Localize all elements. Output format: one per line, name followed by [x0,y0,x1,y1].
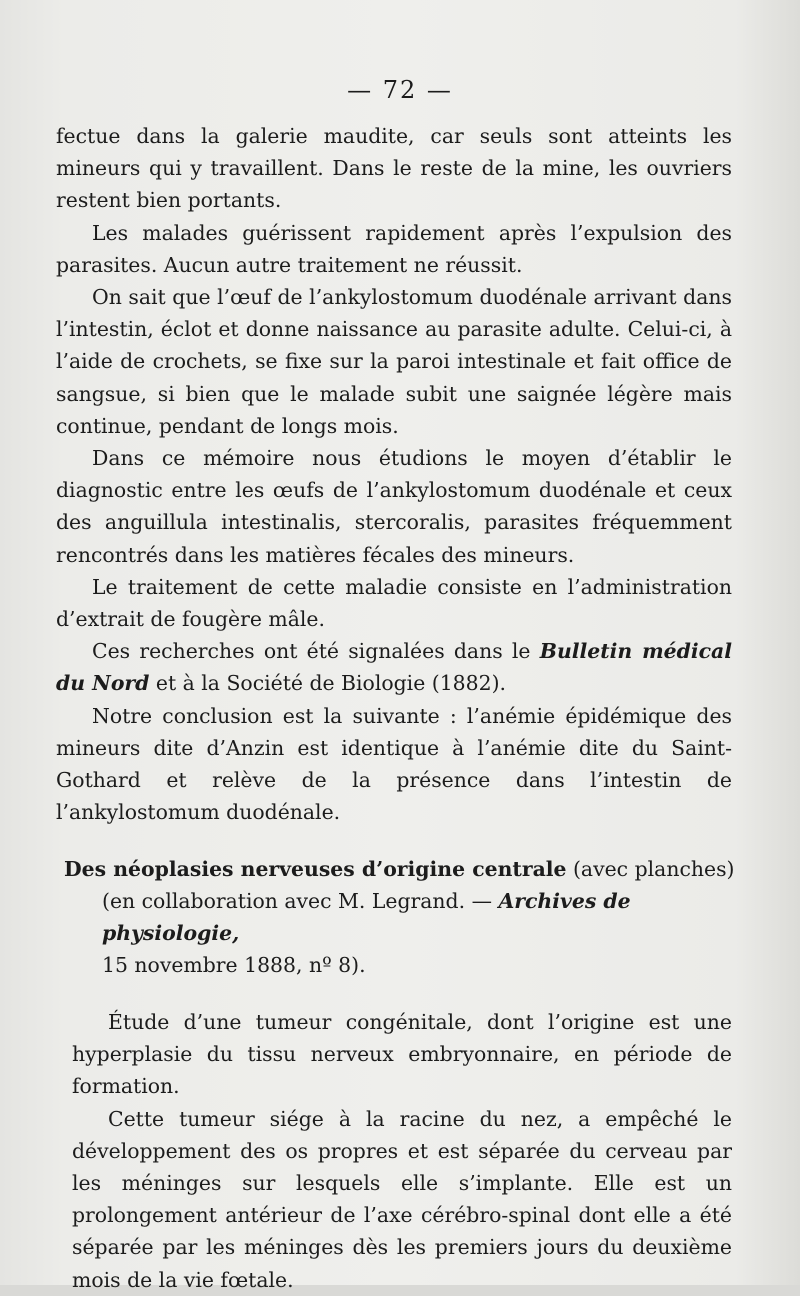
paragraph: Dans ce mémoire nous étudions le moyen d’établir le diagnostic entre les œufs de l’ankylostomum duodénale et ceux des anguillula intestinalis, stercoralis, parasites fréquemment rencontrés dans les matières fécales des mineurs. [56,446,732,567]
entry-citation [64,885,754,949]
paragraph: Cette tumeur siége à la racine du nez, a empêché le développement des os propres et est séparée du cerveau par les méninges sur lesquels elle s’implante. Elle est un prolongement antérieur de l’axe cérébro-spinal dont elle a été séparée par les méninges dès les premiers jours du deuxième mois de la vie fœtale. [72,1106,732,1292]
paragraph: fectue dans la galerie maudite, car seuls sont atteints les mineurs qui y travaillent. Dans le reste de la mine, les ouvriers restent bien portants. [56,124,732,213]
bibliography-entry [64,853,754,981]
journal-title: Bulletin médical du Nord [56,639,732,696]
paragraph-conclusion: Notre conclusion est la suivante : l’anémie épidémique des mineurs dite d’Anzin est identique à l’anémie dite du Saint-Gothard et relève de la présence dans l’intestin de l’ankylostomum duodénale. [56,703,732,825]
paragraph: On sait que l’œuf de l’ankylostomum duodénale arrivant dans l’intestin, éclot et donne naissance au parasite adulte. Celui-ci, à l’aide de crochets, se fixe sur la paroi intestinale et fait office de sangsue, si bien que le malade subit une saignée légère mais continue, pendant de longs mois. [56,285,732,438]
text-block-bottom [72,1006,732,1296]
text-block-top [56,120,732,828]
entry-date: 15 novembre 1888, nº 8). [102,953,366,977]
entry-title-suffix: (avec planches) [566,857,735,881]
page-number: — 72 — [347,76,453,104]
bulletin-text-before: Ces recherches ont été signalées dans le [92,639,540,664]
paragraph: Les malades guérissent rapidement après l’expulsion des parasites. Aucun autre traitement ne réussit. [56,220,732,277]
paragraph: Le traitement de cette maladie consiste en l’administration d’extrait de fougère mâle. [56,574,732,632]
entry-title-line [64,853,754,885]
entry-journal: Archives de physiologie, [102,889,631,945]
paragraph: Étude d’une tumeur congénitale, dont l’origine est une hyperplasie du tissu nerveux embryonnaire, en période de formation. [72,1010,732,1099]
bulletin-text-after: et à la Société de Biologie (1882). [149,671,507,696]
paragraph-bulletin [56,635,732,699]
entry-collab: (en collaboration avec M. Legrand. — [102,889,499,913]
entry-title: Des néoplasies nerveuses d’origine centrale [64,857,567,881]
